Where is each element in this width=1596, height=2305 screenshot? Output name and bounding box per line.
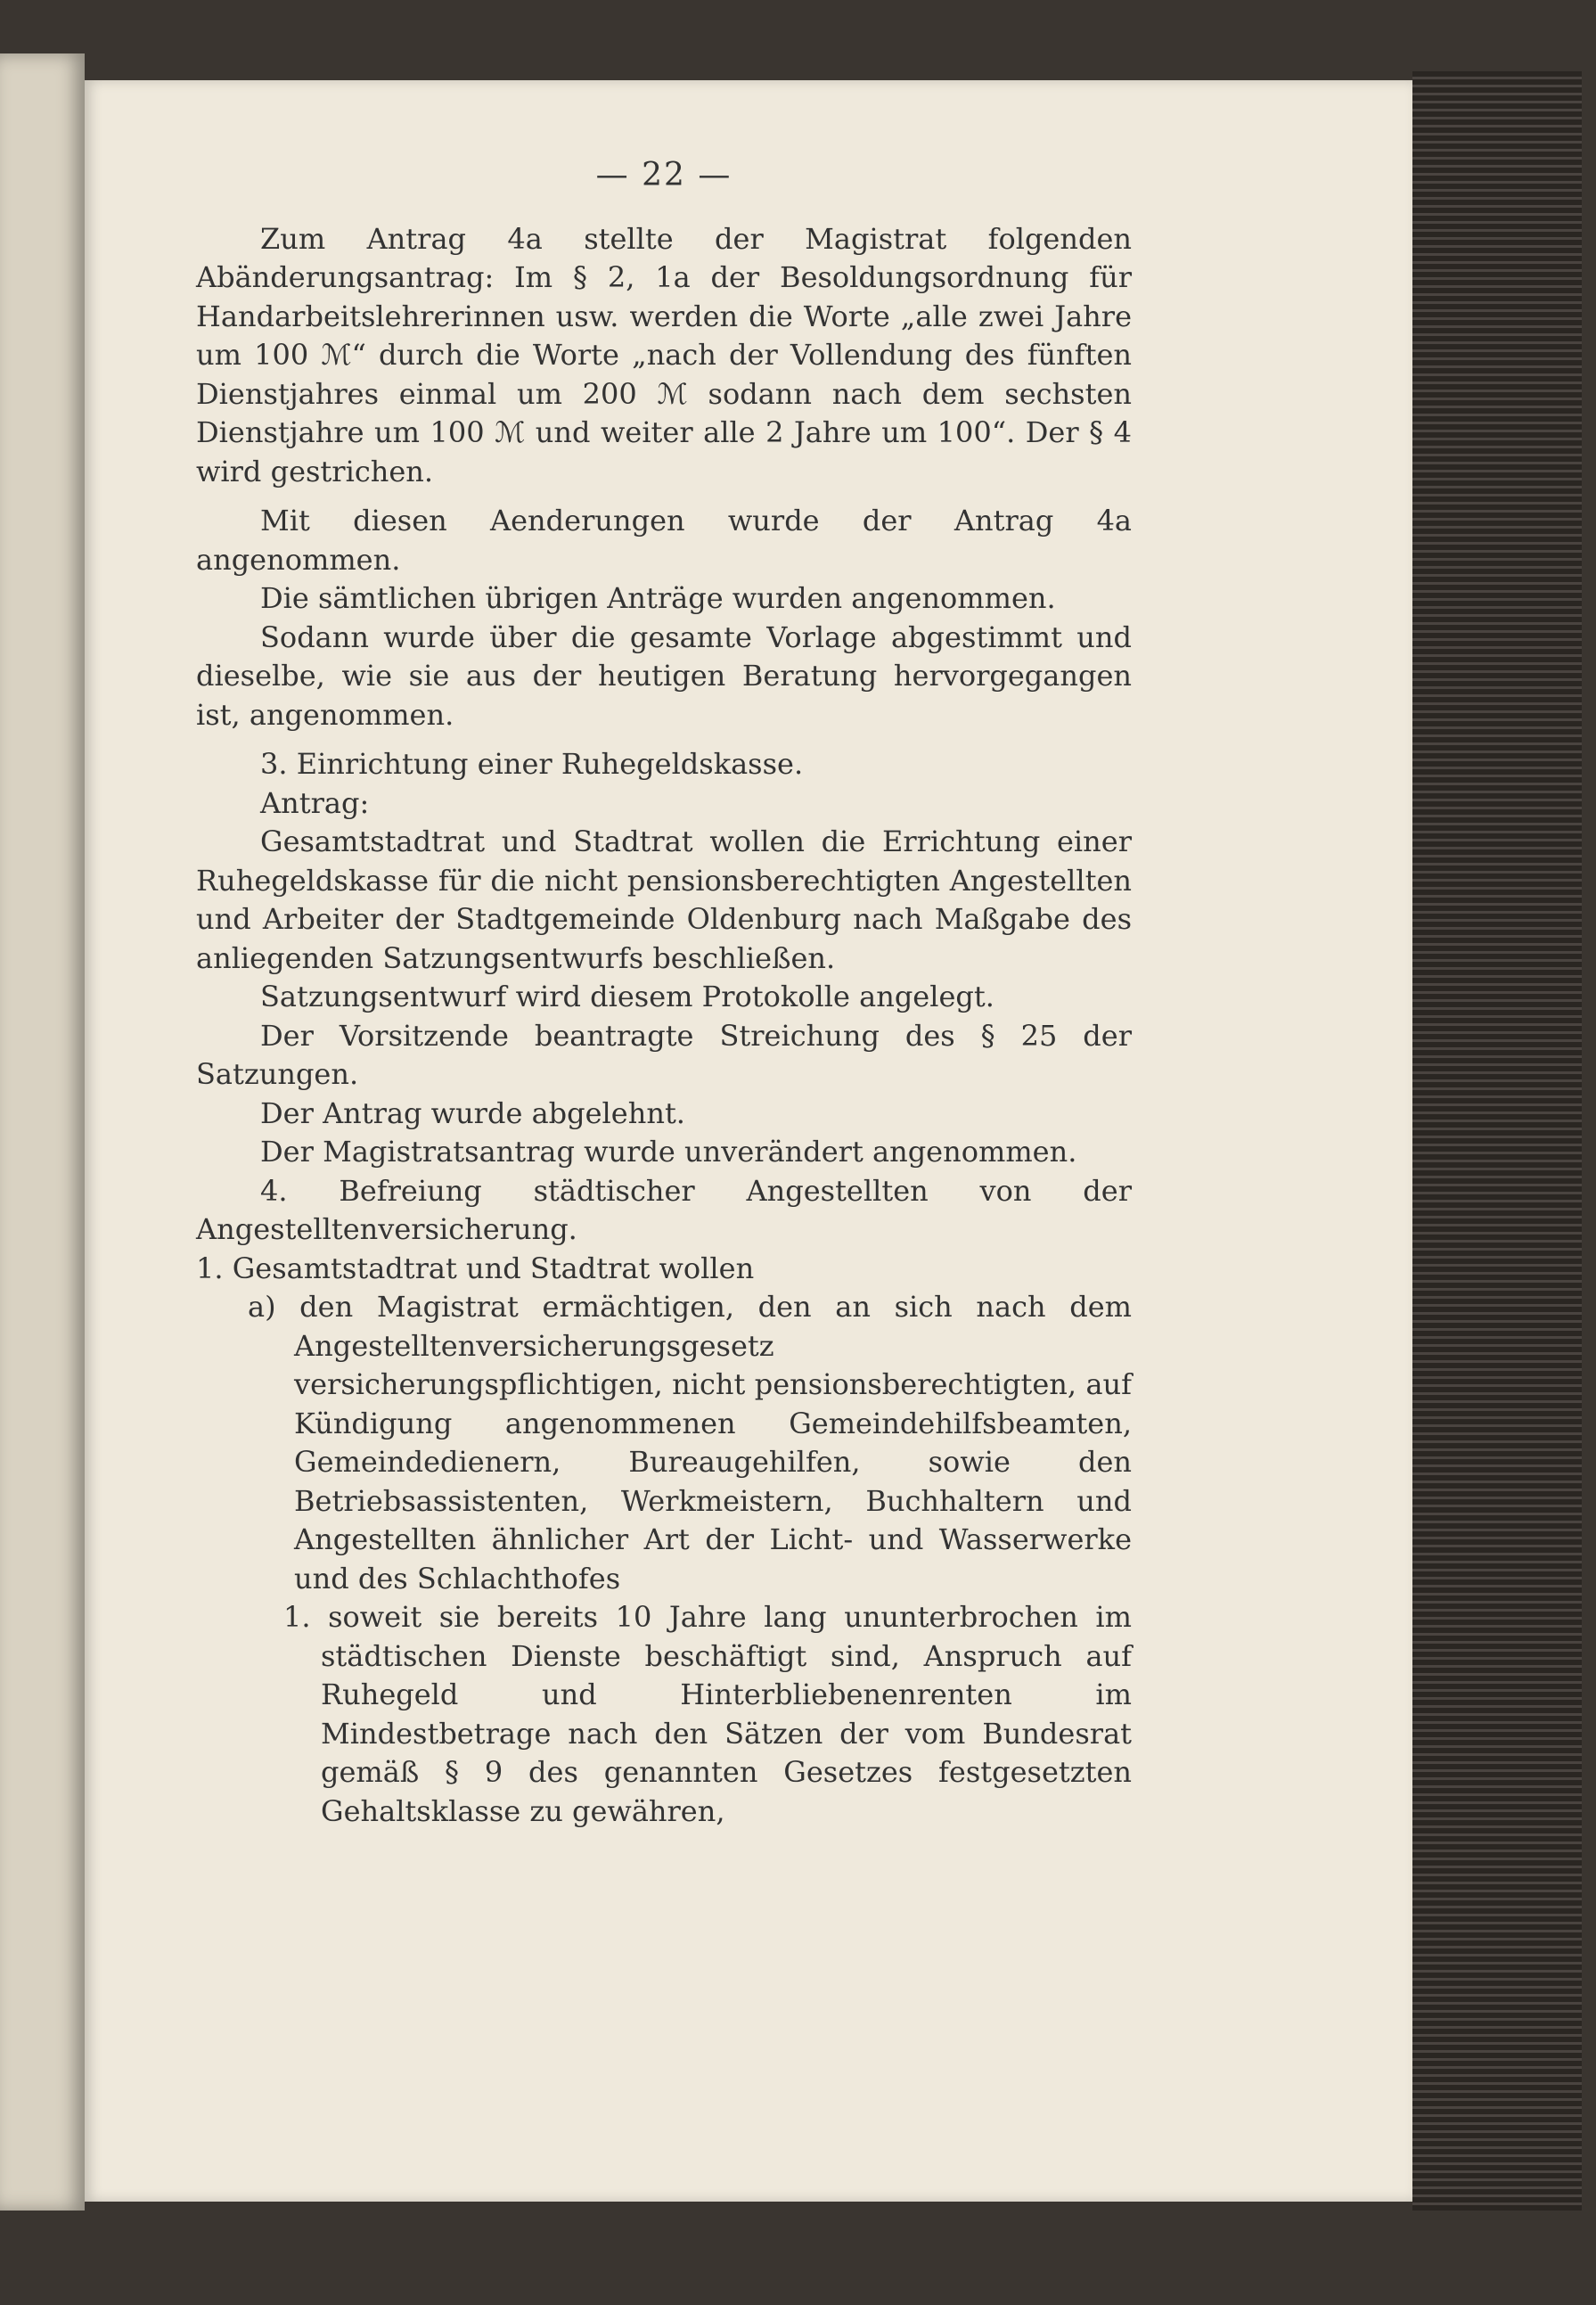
- motion-label: Antrag:: [260, 785, 370, 820]
- section-heading-4: 4. Befreiung städtischer Angestellten von der Angestelltenversicherung.: [196, 1173, 1132, 1246]
- section-heading-3: 3. Einrichtung einer Ruhegeldskasse.: [260, 747, 804, 781]
- paragraph-amendment: Zum Antrag 4a stellte der Magistrat folgenden Abänderungsantrag: Im § 2, 1a der Besoldungsordnung für Handarbeitslehrerinnen usw. werden die Worte „alle zwei Jahre um 100 ℳ“ durch die Worte „nach der Vollendung des fünften Dienstjahres einmal um 200 ℳ sodann nach dem sechsten Dienstjahre um 100 ℳ und weiter alle 2 Jahre um 100“. Der § 4 wird gestrichen.: [196, 221, 1132, 488]
- page-text: [196, 156, 1132, 1831]
- list-item-a: a) den Magistrat ermächtigen, den an sich nach dem Angestelltenversicherungsgesetz versicherungspflichtigen, nicht pensionsberechtigten, auf Kündigung angenommenen Gemeindehilfsbeamten, Gemeindedienern, Bureaugehilfen, sowie den Betriebsassistenten, Werkmeistern, Buchhaltern und Angestellten ähnlicher Art der Licht- und Wasserwerke und des Schlachthofes: [248, 1290, 1132, 1595]
- paragraph-rejected: Der Antrag wurde abgelehnt.: [260, 1095, 685, 1130]
- paragraph-draft-attached: Satzungsentwurf wird diesem Protokolle angelegt.: [260, 980, 994, 1013]
- book-cover-edge: [1412, 71, 1582, 2211]
- paragraph-chair-motion: Der Vorsitzende beantragte Streichung des § 25 der Satzungen.: [196, 1018, 1132, 1091]
- list-item-1: 1. Gesamtstadtrat und Stadtrat wollen: [196, 1251, 755, 1285]
- paragraph-magistrate-adopted: Der Magistratsantrag wurde unverändert angenommen.: [260, 1135, 1077, 1169]
- paragraph-vote: Sodann wurde über die gesamte Vorlage abgestimmt und dieselbe, wie sie aus der heutigen Beratung hervorgegangen ist, angenommen.: [196, 619, 1132, 732]
- paragraph-adopted-4a: Mit diesen Aenderungen wurde der Antrag 4a angenommen.: [196, 504, 1132, 577]
- left-page-edge: [0, 53, 85, 2211]
- motion-text: Gesamtstadtrat und Stadtrat wollen die Errichtung einer Ruhegeldskasse für die nicht pensionsberechtigten Angestellten und Arbeiter der Stadtgemeinde Oldenburg nach Maßgabe des anliegenden Satzungsentwurfs beschließen.: [196, 824, 1132, 975]
- page-number: — 22 —: [595, 157, 733, 193]
- list-item-a-1: 1. soweit sie bereits 10 Jahre lang ununterbrochen im städtischen Dienste beschäftigt sind, Anspruch auf Ruhegeld und Hinterbliebenenrenten im Mindestbetrage nach den Sätzen der vom Bundesrat gemäß § 9 des genannten Gesetzes festgesetzten Gehaltsklasse zu gewähren,: [283, 1600, 1132, 1828]
- paragraph-other-motions: Die sämtlichen übrigen Anträge wurden angenommen.: [260, 581, 1056, 615]
